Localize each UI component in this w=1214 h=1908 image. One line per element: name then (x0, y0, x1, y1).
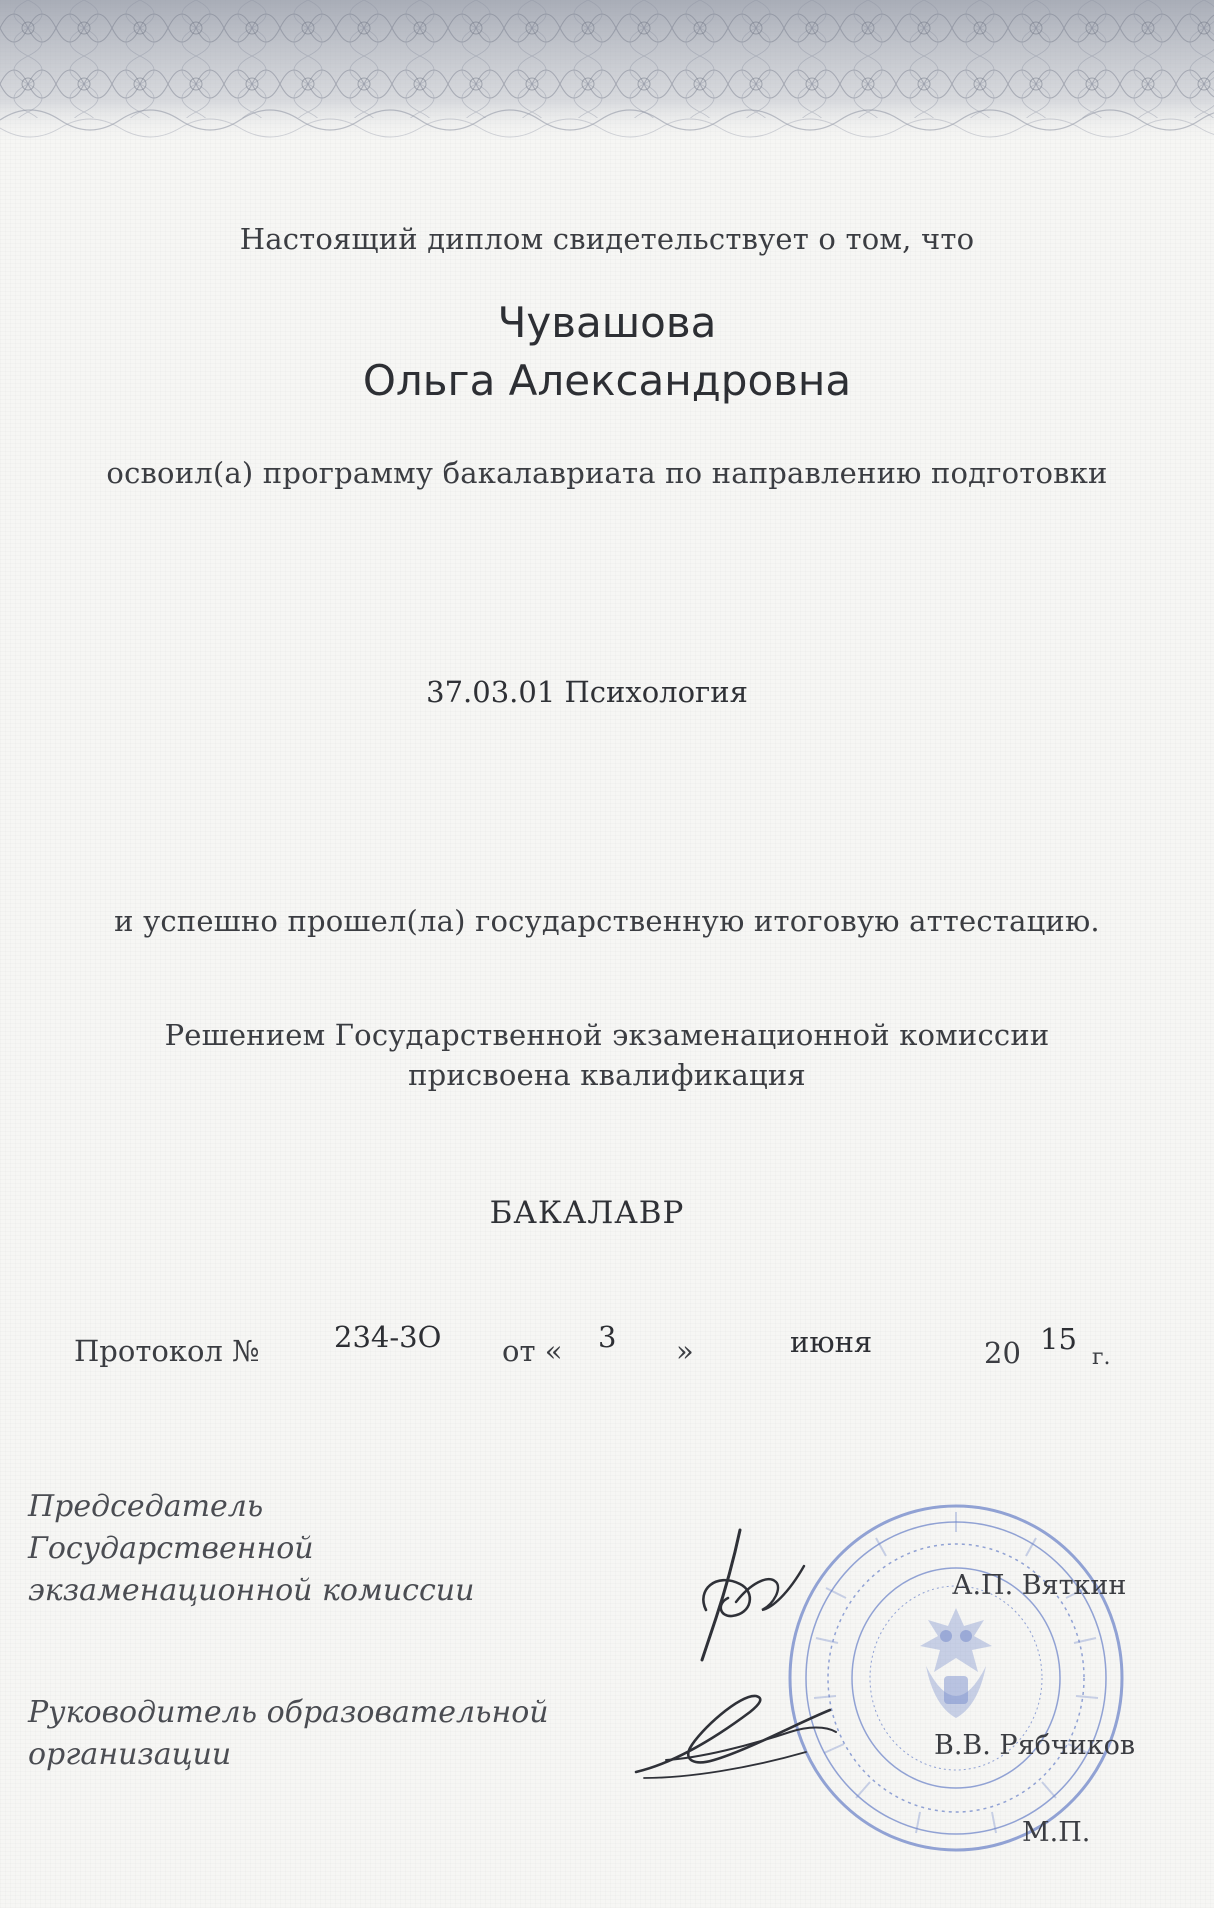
graduate-surname: Чувашова (497, 298, 717, 347)
chairman-title-line3: экзаменационной комиссии (28, 1573, 475, 1608)
program-intro-text: освоил(а) программу бакалавриата по направлению подготовки (106, 456, 1108, 490)
attestation-text: и успешно прошел(ла) государственную итоговую аттестацию. (114, 904, 1100, 938)
head-title-line1: Руководитель образовательной (28, 1695, 549, 1730)
graduate-given-names: Ольга Александровна (362, 356, 852, 405)
protocol-from-label: от « (502, 1334, 563, 1368)
official-seal-stamp (786, 1498, 1126, 1858)
chairman-title-line1: Председатель (28, 1489, 264, 1524)
decision-text-line1: Решением Государственной экзаменационной комиссии (164, 1018, 1050, 1052)
guilloche-border-pattern (0, 0, 1214, 145)
intro-text: Настоящий диплом свидетельствует о том, что (239, 222, 975, 256)
head-signature (630, 1682, 870, 1792)
protocol-month: июня (790, 1325, 873, 1359)
head-title-line2: организации (28, 1737, 232, 1772)
protocol-number: 234-3О (334, 1320, 442, 1354)
chairman-signature (676, 1518, 826, 1668)
chairman-name: А.П. Вяткин (952, 1570, 1127, 1601)
chairman-title (28, 1486, 474, 1612)
protocol-day: 3 (598, 1320, 617, 1354)
protocol-year-unit: г. (1092, 1345, 1111, 1370)
decision-text-line2: присвоена квалификация (408, 1058, 806, 1092)
chairman-title-line2: Государственной (28, 1531, 314, 1566)
protocol-year-suffix: 15 (1040, 1322, 1077, 1356)
protocol-year-prefix: 20 (984, 1336, 1021, 1370)
seal-place-mark: М.П. (1022, 1817, 1091, 1848)
qualification-title: БАКАЛАВР (489, 1195, 685, 1231)
head-name: В.В. Рябчиков (934, 1730, 1136, 1761)
protocol-close-quote: » (676, 1334, 694, 1368)
program-name: 37.03.01 Психология (426, 675, 748, 709)
protocol-label: Протокол № (74, 1334, 260, 1368)
stamp-eagle-emblem (920, 1608, 992, 1718)
head-title (28, 1692, 549, 1776)
